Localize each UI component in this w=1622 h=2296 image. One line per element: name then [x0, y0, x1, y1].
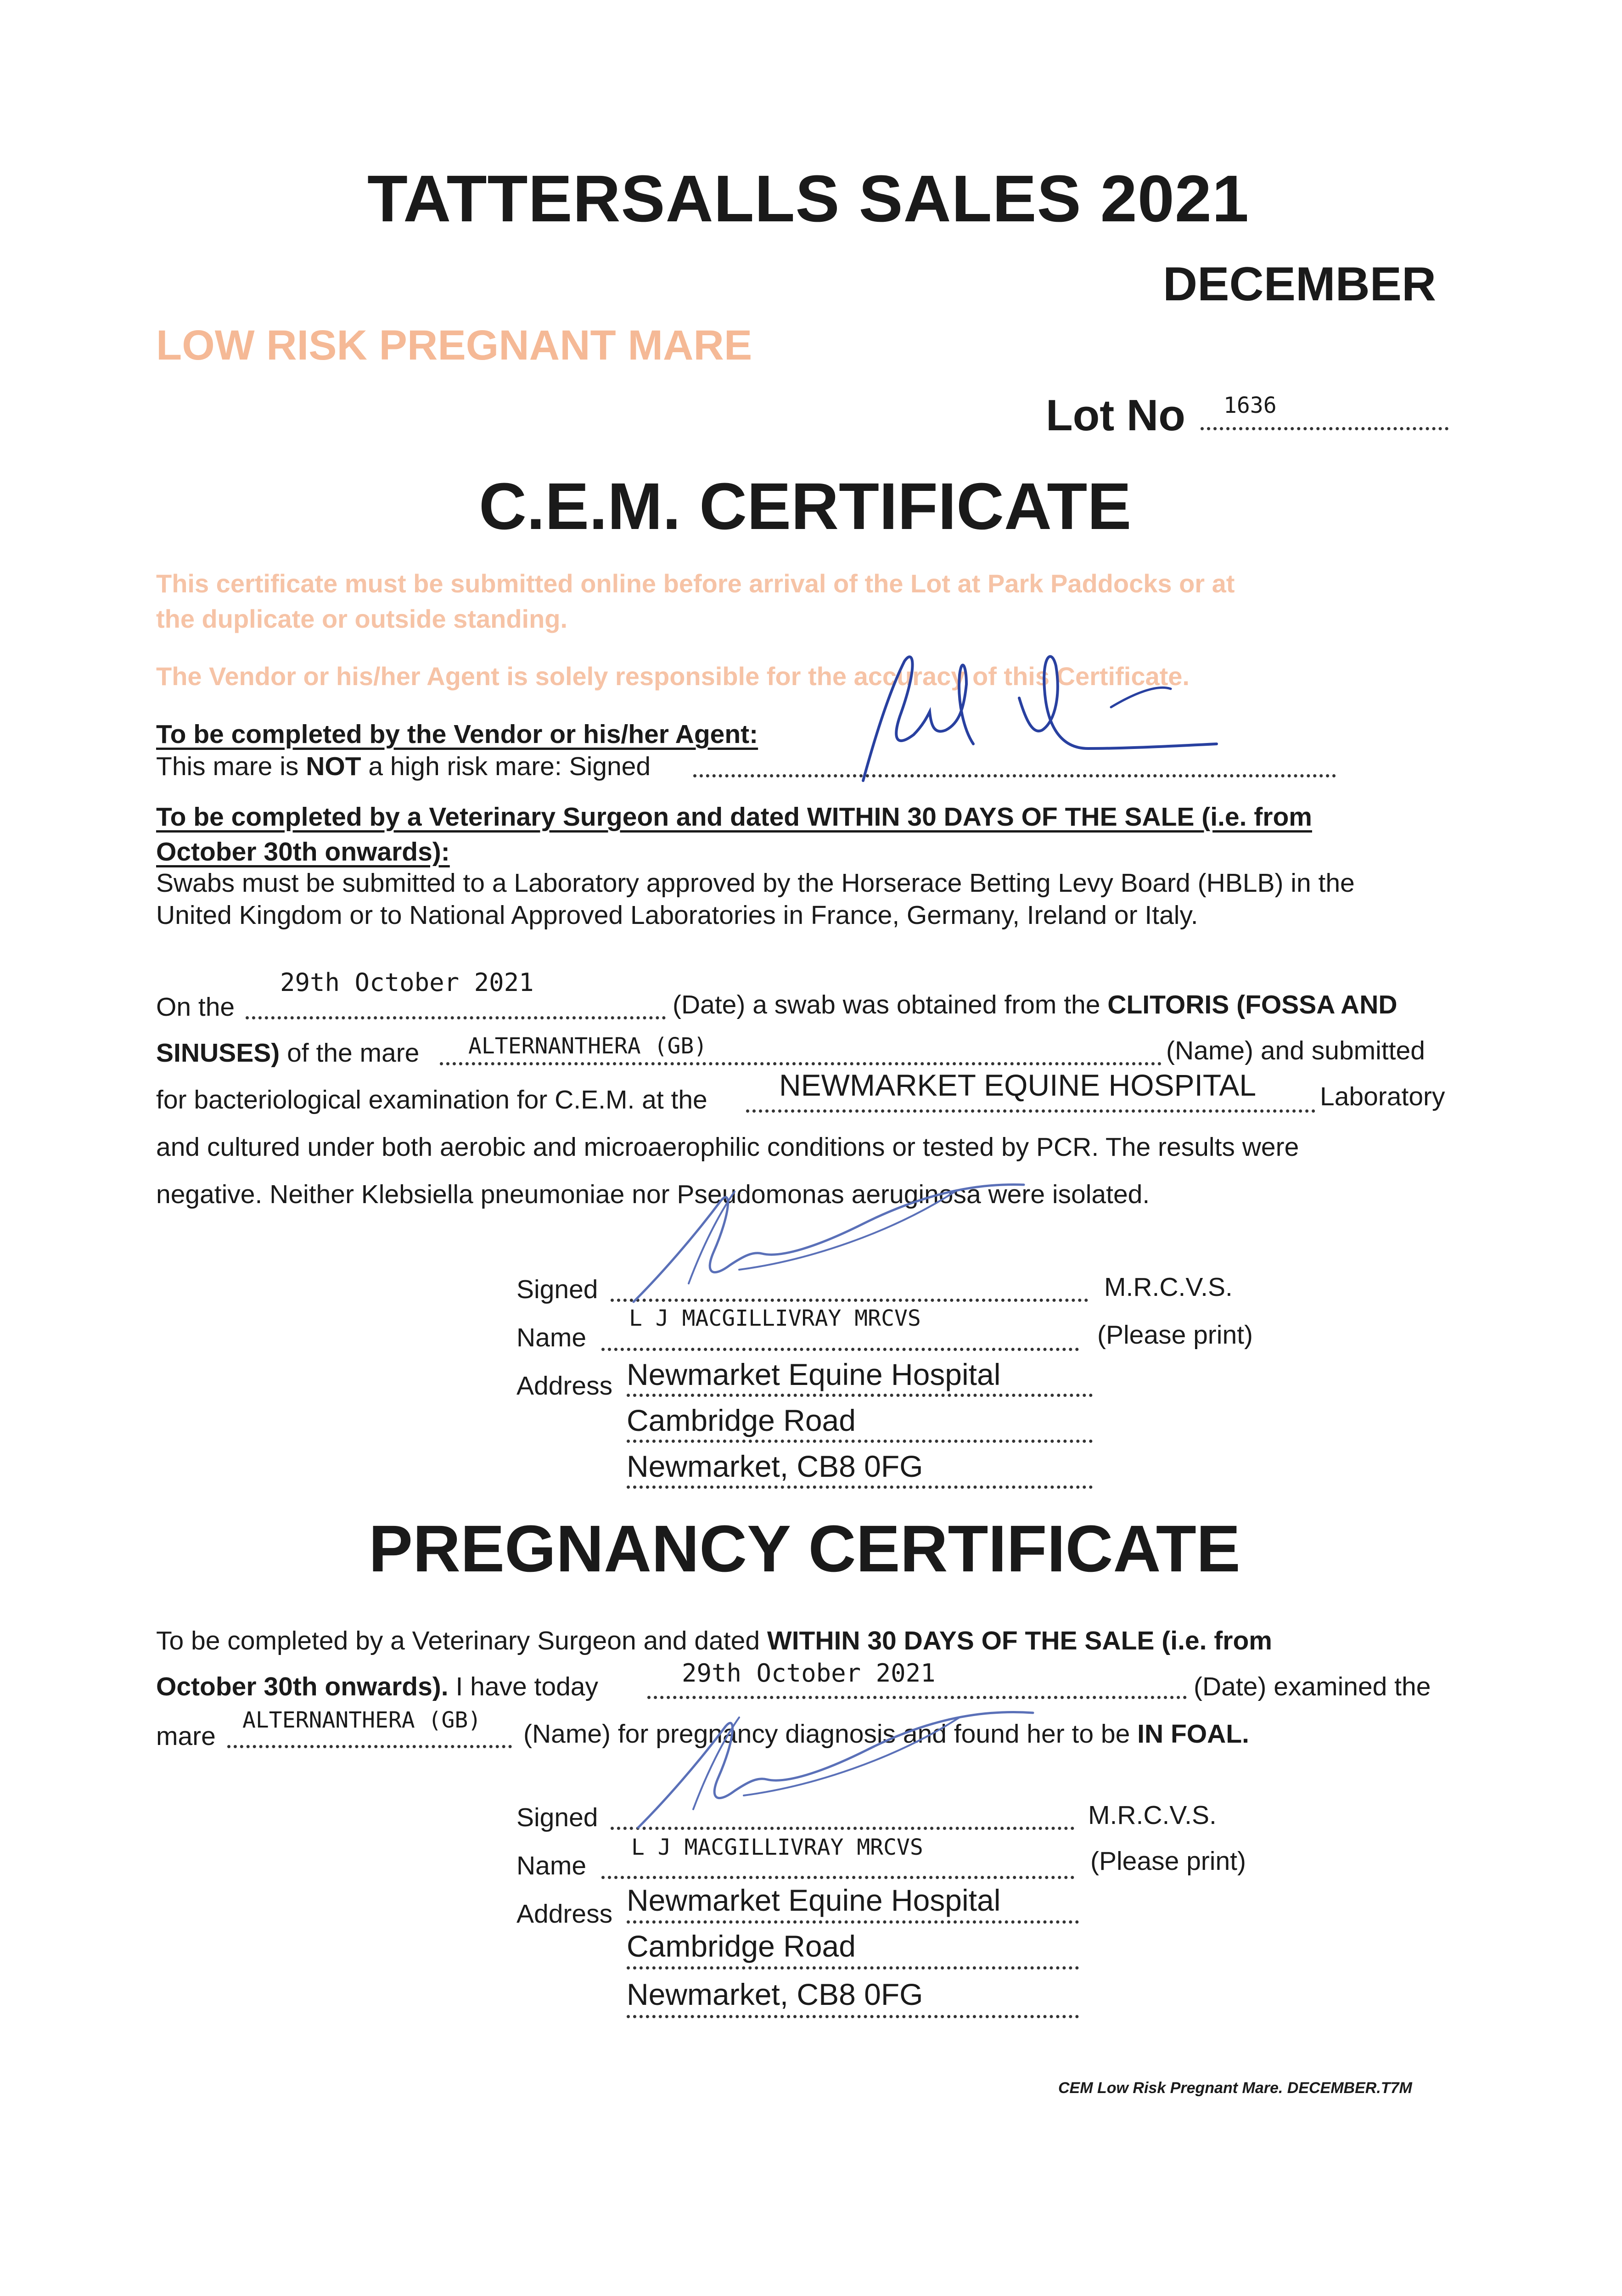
pregnancy-name-label: Name	[516, 1851, 587, 1880]
swab-date: 29th October 2021	[280, 968, 534, 997]
lot-label: Lot No	[1046, 391, 1185, 440]
risk-category: LOW RISK PREGNANT MARE	[156, 322, 752, 369]
mare-name-suffix: (Name) and submitted	[1166, 1036, 1425, 1065]
vendor-statement: This mare is NOT a high risk mare: Signed	[156, 752, 651, 781]
negative-result-statement: negative. Neither Klebsiella pneumoniae nor Pseudomonas aeruginosa were isolated.	[156, 1180, 1150, 1209]
pregnancy-name-line	[601, 1876, 1074, 1879]
pregnancy-mrcvs-label: M.R.C.V.S.	[1088, 1801, 1217, 1830]
pregnancy-mare-name: ALTERNANTHERA (GB)	[242, 1707, 482, 1733]
pregnancy-exam-date: 29th October 2021	[682, 1659, 936, 1688]
pregnancy-vet-signature-image	[629, 1694, 1051, 1832]
laboratory-name: NEWMARKET EQUINE HOSPITAL	[779, 1068, 1257, 1102]
mare-name-line	[440, 1062, 1162, 1065]
cem-vet-name: L J MACGILLIVRAY MRCVS	[629, 1306, 921, 1331]
pregnancy-date-suffix: (Date) examined the	[1194, 1672, 1431, 1701]
cem-mrcvs-label: M.R.C.V.S.	[1104, 1272, 1233, 1302]
pregnancy-result: (Name) for pregnancy diagnosis and found her to be IN FOAL.	[523, 1719, 1249, 1749]
swab-date-suffix: (Date) a swab was obtained from the CLITORIS (FOSSA AND	[673, 990, 1398, 1019]
cem-certificate-title: C.E.M. CERTIFICATE	[479, 469, 1132, 543]
cem-address-line-3: Newmarket, CB8 0FG	[627, 1449, 923, 1483]
on-the-label: On the	[156, 992, 235, 1022]
pregnancy-mare-label: mare	[156, 1722, 216, 1751]
pregnancy-address-line-3-rule	[627, 2015, 1079, 2018]
cem-address-line-3-rule	[627, 1486, 1093, 1489]
cem-vet-signature-image	[624, 1173, 1038, 1306]
pregnancy-mare-name-line	[227, 1745, 512, 1748]
pregnancy-instruction: To be completed by a Veterinary Surgeon and dated WITHIN 30 DAYS OF THE SALE (i.e. from	[156, 1626, 1272, 1655]
pregnancy-vet-name: L J MACGILLIVRAY MRCVS	[631, 1835, 923, 1860]
vendor-signature-image	[849, 638, 1226, 790]
vet-heading: To be completed by a Veterinary Surgeon and dated WITHIN 30 DAYS OF THE SALE (i.e. from	[156, 802, 1312, 832]
pregnancy-address-line-2: Cambridge Road	[627, 1929, 856, 1963]
cem-address-label: Address	[516, 1371, 613, 1401]
sinuses-text: SINUSES) of the mare	[156, 1038, 420, 1068]
culture-statement: and cultured under both aerobic and microaerophilic conditions or tested by PCR. The results were	[156, 1132, 1299, 1162]
document-title: TATTERSALLS SALES 2021	[367, 162, 1249, 236]
cem-name-label: Name	[516, 1323, 587, 1352]
submission-notice-cont: the duplicate or outside standing.	[156, 604, 568, 633]
cem-address-line-1: Newmarket Equine Hospital	[627, 1357, 1001, 1391]
swabs-requirement-cont: United Kingdom or to National Approved Laboratories in France, Germany, Ireland or Italy.	[156, 900, 1198, 930]
pregnancy-address-line-3: Newmarket, CB8 0FG	[627, 1977, 923, 2011]
pregnancy-signed-label: Signed	[516, 1803, 598, 1832]
swab-date-line	[246, 1016, 666, 1019]
submission-notice: This certificate must be submitted online before arrival of the Lot at Park Paddocks or at	[156, 569, 1235, 598]
pregnancy-certificate-title: PREGNANCY CERTIFICATE	[369, 1512, 1240, 1586]
bacteriology-text: for bacteriological examination for C.E.M. at the	[156, 1085, 707, 1114]
cem-name-line	[601, 1348, 1079, 1351]
pregnancy-address-line-1-rule	[627, 1920, 1079, 1924]
responsibility-notice: The Vendor or his/her Agent is solely responsible for the accuracy of this Certificate.	[156, 662, 1190, 691]
vendor-heading: To be completed by the Vendor or his/her Agent:	[156, 720, 758, 749]
pregnancy-please-print: (Please print)	[1090, 1846, 1246, 1876]
form-reference-footer: CEM Low Risk Pregnant Mare. DECEMBER.T7M	[1058, 2079, 1412, 2097]
cem-please-print: (Please print)	[1097, 1320, 1253, 1350]
cem-address-line-2: Cambridge Road	[627, 1403, 856, 1437]
pregnancy-address-line-1: Newmarket Equine Hospital	[627, 1883, 1001, 1917]
mare-name: ALTERNANTHERA (GB)	[468, 1033, 707, 1059]
sale-month: DECEMBER	[1163, 258, 1437, 311]
pregnancy-exam-text: October 30th onwards). I have today	[156, 1672, 598, 1701]
pregnancy-address-line-2-rule	[627, 1966, 1079, 1970]
lot-number-line	[1201, 427, 1448, 430]
pregnancy-address-label: Address	[516, 1899, 613, 1929]
laboratory-line	[746, 1109, 1315, 1113]
vet-heading-cont: October 30th onwards):	[156, 837, 450, 867]
cem-address-line-1-rule	[627, 1394, 1093, 1397]
lot-number: 1636	[1224, 393, 1277, 418]
swabs-requirement: Swabs must be submitted to a Laboratory approved by the Horserace Betting Levy Board (HBLB) in the	[156, 868, 1355, 898]
laboratory-label: Laboratory	[1320, 1082, 1445, 1111]
cem-signed-label: Signed	[516, 1275, 598, 1304]
cem-address-line-2-rule	[627, 1440, 1093, 1443]
